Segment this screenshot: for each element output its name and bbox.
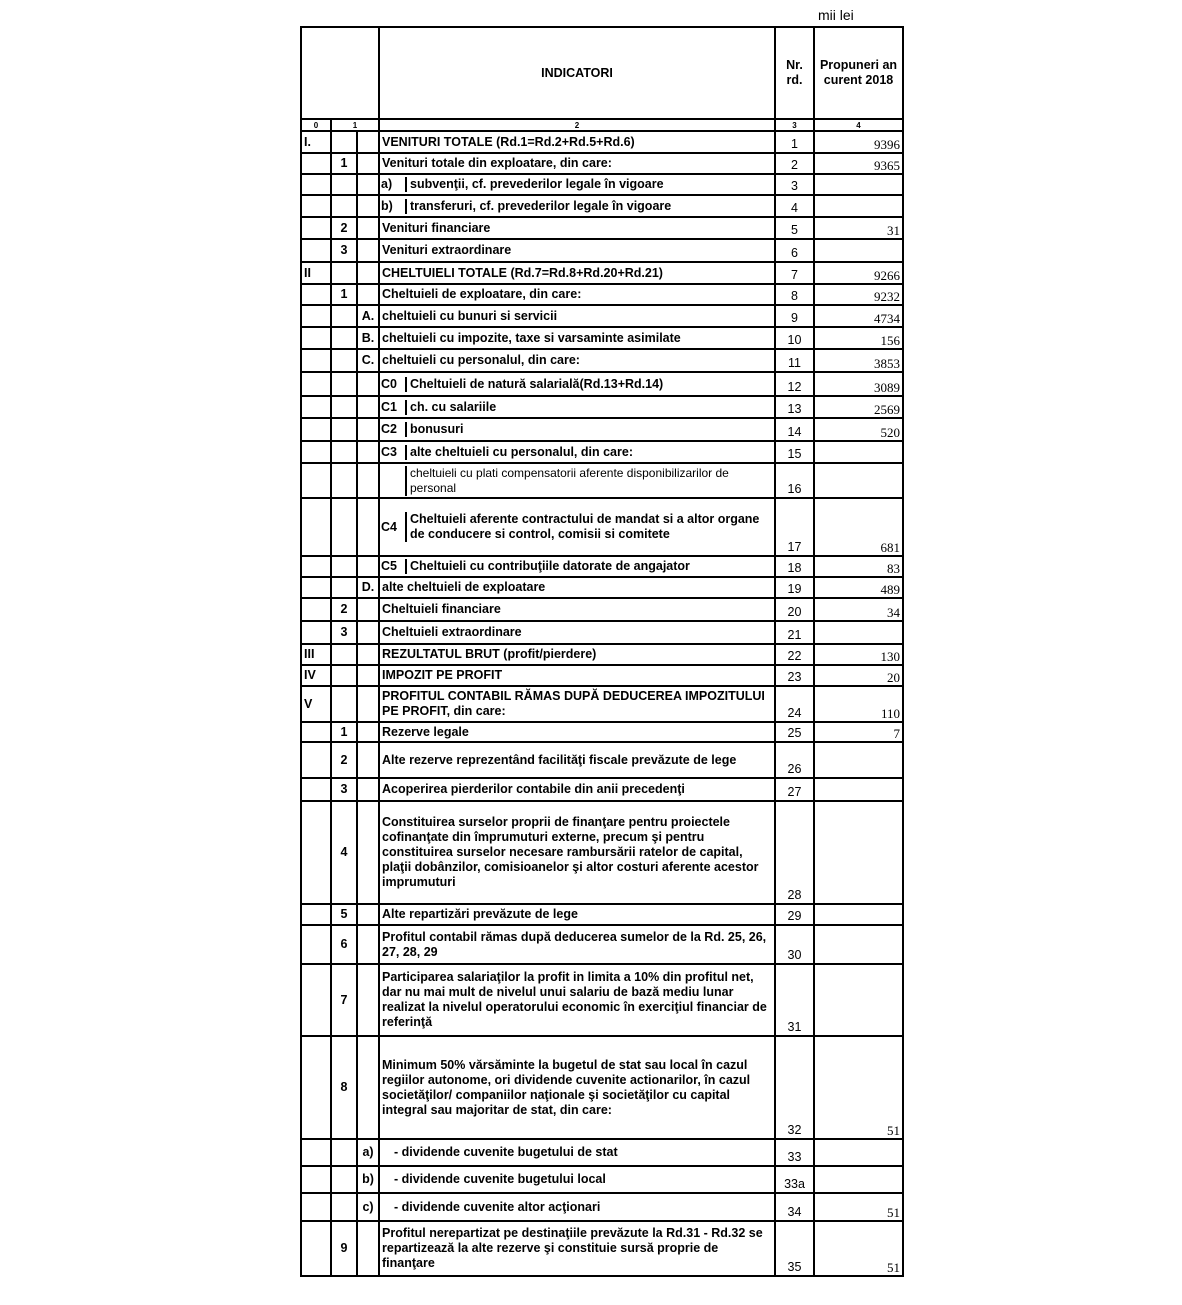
roman-numeral-cell	[301, 349, 331, 372]
row-number-cell: 28	[775, 801, 814, 904]
sub-code: C1	[380, 400, 407, 415]
indicator-text: Minimum 50% vărsăminte la bugetul de stat sau local în cazul regiilor autonome, ori dividende cuvenite actionarilor, în cazul societăţilor/ companiilor naţionale şi societăţilor cu capital integral sau majoritar de stat, din care:	[379, 1036, 775, 1139]
roman-numeral-cell	[301, 239, 331, 262]
index-cell: 3	[775, 119, 814, 131]
value-cell: 2569	[814, 396, 903, 418]
letter-cell	[357, 153, 379, 174]
value-cell: 9396	[814, 131, 903, 153]
roman-numeral-cell	[301, 284, 331, 305]
section-number-cell: 9	[331, 1221, 357, 1276]
row-number-cell: 16	[775, 463, 814, 498]
indicator-text: - dividende cuvenite bugetului de stat	[379, 1139, 775, 1166]
row-number-cell: 7	[775, 262, 814, 284]
letter-cell	[357, 1036, 379, 1139]
letter-cell	[357, 644, 379, 665]
indicator-text: Cheltuieli de exploatare, din care:	[379, 284, 775, 305]
value-cell: 51	[814, 1221, 903, 1276]
letter-cell	[357, 621, 379, 644]
indicator-text: Cheltuieli extraordinare	[379, 621, 775, 644]
letter-cell: C.	[357, 349, 379, 372]
table-row	[301, 1221, 903, 1276]
value-cell: 31	[814, 217, 903, 239]
value-cell	[814, 778, 903, 801]
row-number-cell: 20	[775, 598, 814, 621]
sub-code: a)	[380, 177, 407, 192]
section-number-cell: 7	[331, 964, 357, 1036]
value-cell: 520	[814, 418, 903, 441]
value-cell	[814, 742, 903, 778]
roman-numeral-cell	[301, 372, 331, 396]
table-row	[301, 396, 903, 418]
indicator-text: REZULTATUL BRUT (profit/pierdere)	[379, 644, 775, 665]
roman-numeral-cell	[301, 305, 331, 327]
value-cell: 51	[814, 1193, 903, 1221]
row-number-cell: 17	[775, 498, 814, 556]
letter-cell	[357, 239, 379, 262]
header-propuneri: Propuneri an curent 2018	[814, 27, 903, 119]
letter-cell	[357, 925, 379, 964]
letter-cell	[357, 131, 379, 153]
indicator-cell	[379, 498, 775, 556]
value-cell	[814, 801, 903, 904]
letter-cell: A.	[357, 305, 379, 327]
indicator-text: Cheltuieli financiare	[379, 598, 775, 621]
indicator-text: Constituirea surselor proprii de finanţare pentru proiectele cofinanţate din împrumuturi externe, precum şi pentru constituirea surselor necesare rambursării ratelor de capital, plaţii dobânzilor, comisioanelor şi altor costuri aferente acestor imprumuturi	[379, 801, 775, 904]
row-number-cell: 30	[775, 925, 814, 964]
indicator-cell	[379, 372, 775, 396]
section-number-cell	[331, 305, 357, 327]
roman-numeral-cell	[301, 195, 331, 217]
row-number-cell: 1	[775, 131, 814, 153]
table-row	[301, 174, 903, 195]
section-number-cell: 6	[331, 925, 357, 964]
index-cell: 0	[301, 119, 331, 131]
table-row	[301, 498, 903, 556]
indicator-text: Profitul nerepartizat pe destinaţiile prevăzute la Rd.31 - Rd.32 se repartizează la alte rezerve şi constituie sursă proprie de finanţare	[379, 1221, 775, 1276]
table-row	[301, 1166, 903, 1193]
value-cell: 20	[814, 665, 903, 686]
table-row	[301, 327, 903, 349]
roman-numeral-cell	[301, 778, 331, 801]
section-number-cell	[331, 396, 357, 418]
indicator-text: cheltuieli cu personalul, din care:	[379, 349, 775, 372]
row-number-cell: 15	[775, 441, 814, 463]
row-number-cell: 8	[775, 284, 814, 305]
roman-numeral-cell	[301, 556, 331, 577]
index-row	[301, 119, 903, 131]
section-number-cell	[331, 1166, 357, 1193]
row-number-cell: 21	[775, 621, 814, 644]
roman-numeral-cell	[301, 621, 331, 644]
section-number-cell: 1	[331, 153, 357, 174]
table-row	[301, 217, 903, 239]
section-number-cell	[331, 131, 357, 153]
value-cell	[814, 621, 903, 644]
table-row	[301, 556, 903, 577]
table-row	[301, 1036, 903, 1139]
value-cell	[814, 463, 903, 498]
section-number-cell	[331, 441, 357, 463]
row-number-cell: 18	[775, 556, 814, 577]
indicator-text: Venituri totale din exploatare, din care:	[379, 153, 775, 174]
table-row	[301, 577, 903, 598]
indicator-text: VENITURI TOTALE (Rd.1=Rd.2+Rd.5+Rd.6)	[379, 131, 775, 153]
roman-numeral-cell: V	[301, 686, 331, 722]
roman-numeral-cell: II	[301, 262, 331, 284]
section-number-cell	[331, 1139, 357, 1166]
indicator-text: Acoperirea pierderilor contabile din anii precedenţi	[379, 778, 775, 801]
row-number-cell: 5	[775, 217, 814, 239]
letter-cell	[357, 778, 379, 801]
letter-cell	[357, 686, 379, 722]
indicator-text: cheltuieli cu plati compensatorii aferente disponibilizarilor de personal	[410, 465, 729, 495]
value-cell: 83	[814, 556, 903, 577]
letter-cell	[357, 598, 379, 621]
indicator-text: IMPOZIT PE PROFIT	[379, 665, 775, 686]
value-cell	[814, 174, 903, 195]
row-number-cell: 22	[775, 644, 814, 665]
table-row	[301, 686, 903, 722]
indicator-cell	[379, 174, 775, 195]
roman-numeral-cell	[301, 1166, 331, 1193]
roman-numeral-cell	[301, 217, 331, 239]
indicator-text: CHELTUIELI TOTALE (Rd.7=Rd.8+Rd.20+Rd.21)	[379, 262, 775, 284]
table-row	[301, 778, 903, 801]
roman-numeral-cell: IV	[301, 665, 331, 686]
table-row	[301, 1193, 903, 1221]
value-cell: 9365	[814, 153, 903, 174]
roman-numeral-cell	[301, 498, 331, 556]
index-cell: 1	[331, 119, 379, 131]
letter-cell	[357, 801, 379, 904]
indicator-text: alte cheltuieli de exploatare	[379, 577, 775, 598]
header-row	[301, 27, 903, 119]
indicator-cell	[379, 463, 775, 498]
row-number-cell: 27	[775, 778, 814, 801]
indicator-text: cheltuieli cu impozite, taxe si varsaminte asimilate	[379, 327, 775, 349]
value-cell: 51	[814, 1036, 903, 1139]
sub-code: C2	[380, 422, 407, 437]
section-number-cell: 1	[331, 722, 357, 742]
row-number-cell: 35	[775, 1221, 814, 1276]
value-cell: 681	[814, 498, 903, 556]
section-number-cell	[331, 665, 357, 686]
section-number-cell	[331, 174, 357, 195]
roman-numeral-cell	[301, 801, 331, 904]
roman-numeral-cell	[301, 1193, 331, 1221]
row-number-cell: 6	[775, 239, 814, 262]
indicator-text: Cheltuieli aferente contractului de mandat si a altor organe de conducere si control, comisii si comitete	[410, 512, 760, 541]
value-cell: 9266	[814, 262, 903, 284]
indicator-text: Profitul contabil rămas după deducerea sumelor de la Rd. 25, 26, 27, 28, 29	[379, 925, 775, 964]
indicator-cell	[379, 441, 775, 463]
indicator-text: Venituri extraordinare	[379, 239, 775, 262]
value-cell	[814, 195, 903, 217]
indicator-cell	[379, 418, 775, 441]
table-row	[301, 742, 903, 778]
indicator-text: - dividende cuvenite bugetului local	[379, 1166, 775, 1193]
indicator-cell	[379, 556, 775, 577]
section-number-cell	[331, 463, 357, 498]
table-row	[301, 441, 903, 463]
index-cell: 2	[379, 119, 775, 131]
sub-code: C3	[380, 445, 407, 460]
indicator-cell	[379, 396, 775, 418]
roman-numeral-cell	[301, 153, 331, 174]
table-row	[301, 904, 903, 925]
roman-numeral-cell	[301, 904, 331, 925]
value-cell	[814, 239, 903, 262]
roman-numeral-cell	[301, 463, 331, 498]
roman-numeral-cell	[301, 577, 331, 598]
row-number-cell: 33	[775, 1139, 814, 1166]
row-number-cell: 19	[775, 577, 814, 598]
letter-cell: D.	[357, 577, 379, 598]
row-number-cell: 9	[775, 305, 814, 327]
header-nr-rd: Nr. rd.	[775, 27, 814, 119]
letter-cell	[357, 174, 379, 195]
table-row	[301, 262, 903, 284]
row-number-cell: 32	[775, 1036, 814, 1139]
indicator-text: Cheltuieli cu contribuţiile datorate de angajator	[410, 559, 690, 573]
roman-numeral-cell	[301, 174, 331, 195]
letter-cell	[357, 556, 379, 577]
letter-cell	[357, 372, 379, 396]
section-number-cell	[331, 349, 357, 372]
section-number-cell: 3	[331, 621, 357, 644]
roman-numeral-cell	[301, 722, 331, 742]
letter-cell	[357, 262, 379, 284]
value-cell: 489	[814, 577, 903, 598]
sub-code: b)	[380, 199, 407, 214]
value-cell: 9232	[814, 284, 903, 305]
row-number-cell: 26	[775, 742, 814, 778]
section-number-cell: 3	[331, 239, 357, 262]
letter-cell: b)	[357, 1166, 379, 1193]
value-cell	[814, 1166, 903, 1193]
table-row	[301, 598, 903, 621]
value-cell: 3853	[814, 349, 903, 372]
indicator-text: - dividende cuvenite altor acţionari	[379, 1193, 775, 1221]
section-number-cell: 2	[331, 742, 357, 778]
indicator-text: alte cheltuieli cu personalul, din care:	[410, 444, 633, 459]
roman-numeral-cell: III	[301, 644, 331, 665]
table-row	[301, 621, 903, 644]
row-number-cell: 4	[775, 195, 814, 217]
value-cell: 156	[814, 327, 903, 349]
roman-numeral-cell	[301, 327, 331, 349]
section-number-cell	[331, 644, 357, 665]
table-row	[301, 349, 903, 372]
table-row	[301, 1139, 903, 1166]
table-row	[301, 463, 903, 498]
indicator-text: PROFITUL CONTABIL RĂMAS DUPĂ DEDUCEREA IMPOZITULUI PE PROFIT, din care:	[379, 686, 775, 722]
letter-cell	[357, 498, 379, 556]
row-number-cell: 12	[775, 372, 814, 396]
indicator-text: ch. cu salariile	[410, 399, 497, 414]
value-cell	[814, 1139, 903, 1166]
header-indicatori: INDICATORI	[379, 27, 775, 119]
value-cell	[814, 925, 903, 964]
unit-label: mii lei	[818, 7, 854, 23]
section-number-cell: 1	[331, 284, 357, 305]
index-cell: 4	[814, 119, 903, 131]
letter-cell	[357, 217, 379, 239]
table-row	[301, 284, 903, 305]
row-number-cell: 31	[775, 964, 814, 1036]
section-number-cell	[331, 372, 357, 396]
value-cell: 110	[814, 686, 903, 722]
section-number-cell: 5	[331, 904, 357, 925]
table-row	[301, 153, 903, 174]
row-number-cell: 13	[775, 396, 814, 418]
indicator-text: Venituri financiare	[379, 217, 775, 239]
value-cell: 3089	[814, 372, 903, 396]
row-number-cell: 2	[775, 153, 814, 174]
roman-numeral-cell	[301, 396, 331, 418]
value-cell: 34	[814, 598, 903, 621]
value-cell	[814, 904, 903, 925]
row-number-cell: 23	[775, 665, 814, 686]
table-row	[301, 644, 903, 665]
roman-numeral-cell	[301, 964, 331, 1036]
letter-cell	[357, 441, 379, 463]
section-number-cell	[331, 327, 357, 349]
indicator-text: Alte rezerve reprezentând facilităţi fiscale prevăzute de lege	[379, 742, 775, 778]
section-number-cell	[331, 498, 357, 556]
section-number-cell: 2	[331, 217, 357, 239]
table-row	[301, 665, 903, 686]
roman-numeral-cell	[301, 742, 331, 778]
letter-cell: a)	[357, 1139, 379, 1166]
row-number-cell: 25	[775, 722, 814, 742]
row-number-cell: 14	[775, 418, 814, 441]
section-number-cell: 4	[331, 801, 357, 904]
value-cell: 130	[814, 644, 903, 665]
table-row	[301, 801, 903, 904]
section-number-cell	[331, 262, 357, 284]
section-number-cell	[331, 195, 357, 217]
table-row	[301, 239, 903, 262]
indicator-text: subvenţii, cf. prevederilor legale în vigoare	[410, 177, 664, 191]
roman-numeral-cell	[301, 441, 331, 463]
table-row	[301, 418, 903, 441]
value-cell: 4734	[814, 305, 903, 327]
letter-cell	[357, 1221, 379, 1276]
table-row	[301, 131, 903, 153]
letter-cell	[357, 742, 379, 778]
letter-cell	[357, 396, 379, 418]
sub-code	[380, 466, 407, 496]
value-cell	[814, 441, 903, 463]
value-cell	[814, 964, 903, 1036]
value-cell: 7	[814, 722, 903, 742]
section-number-cell	[331, 418, 357, 441]
table-row	[301, 195, 903, 217]
roman-numeral-cell	[301, 1036, 331, 1139]
letter-cell	[357, 195, 379, 217]
row-number-cell: 10	[775, 327, 814, 349]
roman-numeral-cell	[301, 925, 331, 964]
section-number-cell	[331, 556, 357, 577]
roman-numeral-cell: I.	[301, 131, 331, 153]
section-number-cell: 3	[331, 778, 357, 801]
roman-numeral-cell	[301, 418, 331, 441]
letter-cell	[357, 665, 379, 686]
row-number-cell: 24	[775, 686, 814, 722]
table-row	[301, 925, 903, 964]
indicator-cell	[379, 195, 775, 217]
section-number-cell: 8	[331, 1036, 357, 1139]
section-number-cell	[331, 577, 357, 598]
roman-numeral-cell	[301, 598, 331, 621]
roman-numeral-cell	[301, 1221, 331, 1276]
indicator-text: Alte repartizări prevăzute de lege	[379, 904, 775, 925]
row-number-cell: 11	[775, 349, 814, 372]
section-number-cell	[331, 686, 357, 722]
indicator-text: bonusuri	[410, 422, 464, 436]
indicator-text: Cheltuieli de natură salarială(Rd.13+Rd.14)	[410, 376, 664, 391]
sub-code: C5	[380, 559, 407, 574]
table-row	[301, 372, 903, 396]
row-number-cell: 34	[775, 1193, 814, 1221]
roman-numeral-cell	[301, 1139, 331, 1166]
row-number-cell: 3	[775, 174, 814, 195]
budget-indicators-table	[300, 26, 904, 1277]
sub-code: C0	[380, 377, 407, 392]
row-number-cell: 33a	[775, 1166, 814, 1193]
letter-cell	[357, 463, 379, 498]
letter-cell: c)	[357, 1193, 379, 1221]
header-blank	[301, 27, 379, 119]
section-number-cell: 2	[331, 598, 357, 621]
indicator-text: cheltuieli cu bunuri si servicii	[379, 305, 775, 327]
table-row	[301, 305, 903, 327]
letter-cell	[357, 284, 379, 305]
row-number-cell: 29	[775, 904, 814, 925]
table-row	[301, 722, 903, 742]
letter-cell	[357, 418, 379, 441]
letter-cell	[357, 722, 379, 742]
section-number-cell	[331, 1193, 357, 1221]
letter-cell	[357, 904, 379, 925]
letter-cell	[357, 964, 379, 1036]
sub-code: C4	[380, 512, 407, 542]
letter-cell: B.	[357, 327, 379, 349]
indicator-text: transferuri, cf. prevederilor legale în vigoare	[410, 198, 672, 213]
indicator-text: Rezerve legale	[379, 722, 775, 742]
table-row	[301, 964, 903, 1036]
indicator-text: Participarea salariaţilor la profit in limita a 10% din profitul net, dar nu mai mult de nivelul unui salariu de bază mediu lunar realizat la nivelul operatorului economic în exerciţiul financiar de referinţă	[379, 964, 775, 1036]
